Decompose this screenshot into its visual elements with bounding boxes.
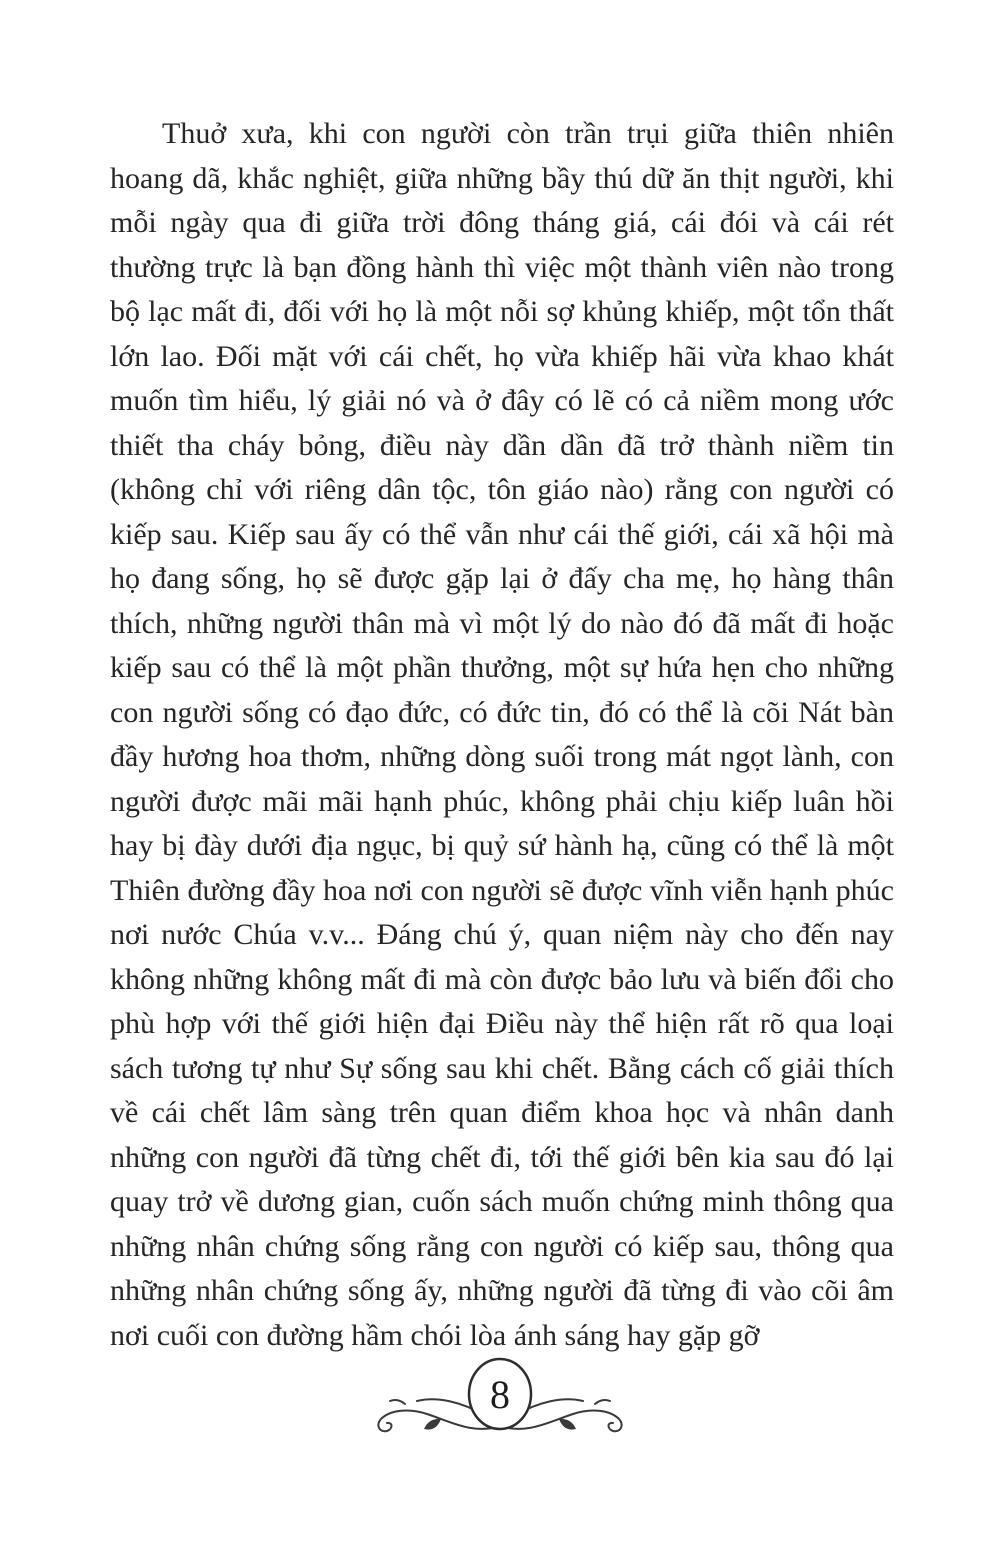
body-paragraph: Thuở xưa, khi con người còn trần trụi giữa thiên nhiên hoang dã, khắc nghiệt, giữa những bầy thú dữ ăn thịt người, khi mỗi ngày qua đi giữa trời đông tháng giá, cái đói và cái rét thường trực là bạn đồng hành thì việc một thành viên nào trong bộ lạc mất đi, đối với họ là một nỗi sợ khủng khiếp, một tổn thất lớn lao. Đối mặt với cái chết, họ vừa khiếp hãi vừa khao khát muốn tìm hiểu, lý giải nó và ở đây có lẽ có cả niềm mong ước thiết tha cháy bỏng, điều này dần dần đã trở thành niềm tin (không chỉ với riêng dân tộc, tôn giáo nào) rằng con người có kiếp sau. Kiếp sau ấy có thể vẫn như cái thế giới, cái xã hội mà họ đang sống, họ sẽ được gặp lại ở đấy cha mẹ, họ hàng thân thích, những người thân mà vì một lý do nào đó đã mất đi hoặc kiếp sau có thể là một phần thưởng, một sự hứa hẹn cho những con người sống có đạo đức, có đức tin, đó có thể là cõi Nát bàn đầy hương hoa thơm, những dòng suối trong mát ngọt lành, con người được mãi mãi hạnh phúc, không phải chịu kiếp luân hồi hay bị đày dưới địa ngục, bị quỷ sứ hành hạ, cũng có thể là một Thiên đường đầy hoa nơi con người sẽ được vĩnh viễn hạnh phúc nơi nước Chúa v.v... Đáng chú ý, quan niệm này cho đến nay không những không mất đi mà còn được bảo lưu và biến đổi cho phù hợp với thế giới hiện đại Điều này thể hiện rất rõ qua loại sách tương tự như Sự sống sau khi chết. Bằng cách cố giải thích về cái chết lâm sàng trên quan điểm khoa học và nhân danh những con người đã từng chết đi, tới thế giới bên kia sau đó lại quay trở về dương gian, cuốn sách muốn chứng minh thông qua những nhân chứng sống rằng con người có kiếp sau, thông qua những nhân chứng sống ấy, những người đã từng đi vào cõi âm nơi cuối con đường hầm chói lòa ánh sáng hay gặp gỡ [110,117,894,1352]
page-footer [0,1352,1000,1448]
page-number: 8 [490,1372,510,1417]
page-number-ornament [345,1352,655,1448]
